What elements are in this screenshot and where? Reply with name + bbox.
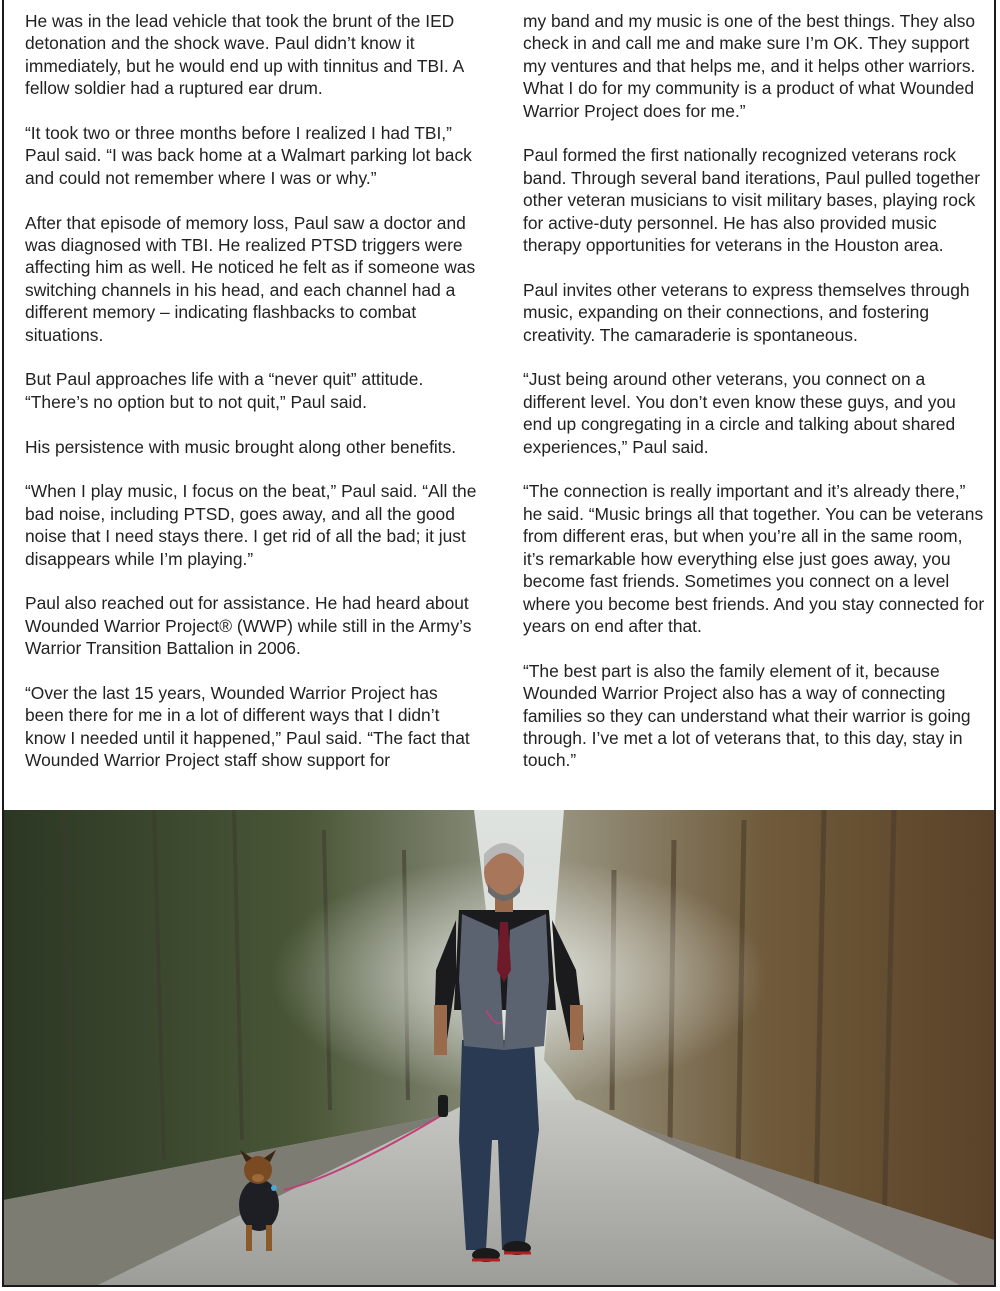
photo-man-walking-dog-icon	[4, 810, 994, 1287]
paragraph: Paul formed the first nationally recognized veterans rock band. Through several band iterations, Paul pulled together other veteran musicians to visit military bases, playing rock for active-duty personnel. He has also provided music therapy opportunities for veterans in the Houston area.	[523, 145, 980, 256]
paragraph: Paul invites other veterans to express themselves through music, expanding on their connections, and fostering creativity. The camaraderie is spontaneous.	[523, 279, 970, 345]
paragraph: “Over the last 15 years, Wounded Warrior Project has been there for me in a lot of different ways that I didn’t know I needed until it happened,” Paul said. “The fact that Wounded Warrior Project staff show support for	[25, 683, 470, 771]
paragraph: He was in the lead vehicle that took the brunt of the IED detonation and the shock wave. Paul didn’t know it immediately, but he would end up with tinnitus and TBI. A fellow soldier had a ruptured ear drum.	[25, 11, 464, 99]
paragraph: After that episode of memory loss, Paul saw a doctor and was diagnosed with TBI. He realized PTSD triggers were affecting him as well. He noticed he felt as if someone was switching channels in his head, and each channel had a different memory – indicating flashbacks to combat situations.	[25, 212, 476, 345]
paragraph: “Just being around other veterans, you connect on a different level. You don’t even know these guys, and you end up congregating in a circle and talking about shared experiences,” Paul said.	[523, 369, 956, 457]
paragraph: “When I play music, I focus on the beat,” Paul said. “All the bad noise, including PTSD, goes away, and all the good noise that I need stays there. I get rid of all the bad; it just disappears while I’m playing.”	[25, 481, 477, 569]
paragraph: But Paul approaches life with a “never quit” attitude. “There’s no option but to not quit,” Paul said.	[25, 369, 424, 412]
article-text-columns	[4, 0, 994, 810]
paragraph: “The connection is really important and it’s already there,” he said. “Music brings all that together. You can be veterans from different eras, but when you’re all in the same room, it’s remarkable how everything else just goes away, you become fast friends. Sometimes you connect on a level where you become best friends. And you stay connected for years on end after that.	[523, 481, 985, 636]
paragraph: His persistence with music brought along other benefits.	[25, 436, 457, 457]
paragraph: Paul also reached out for assistance. He had heard about Wounded Warrior Project® (WWP) while still in the Army’s Warrior Transition Battalion in 2006.	[25, 593, 472, 659]
paragraph: my band and my music is one of the best things. They also check in and call me and make sure I’m OK. They support my ventures and that helps me, and it helps other warriors. What I do for my community is a product of what Wounded Warrior Project does for me.”	[523, 11, 976, 121]
left-column	[25, 10, 480, 794]
right-column	[523, 10, 985, 794]
paragraph: “It took two or three months before I realized I had TBI,” Paul said. “I was back home at a Walmart parking lot back and could not remember where I was or why.”	[25, 123, 472, 188]
article-page	[2, 0, 996, 1287]
paragraph: “The best part is also the family element of it, because Wounded Warrior Project also has a way of connecting families so they can understand what their warrior is going through. I’ve met a lot of veterans that, to this day, stay in touch.”	[523, 660, 971, 771]
